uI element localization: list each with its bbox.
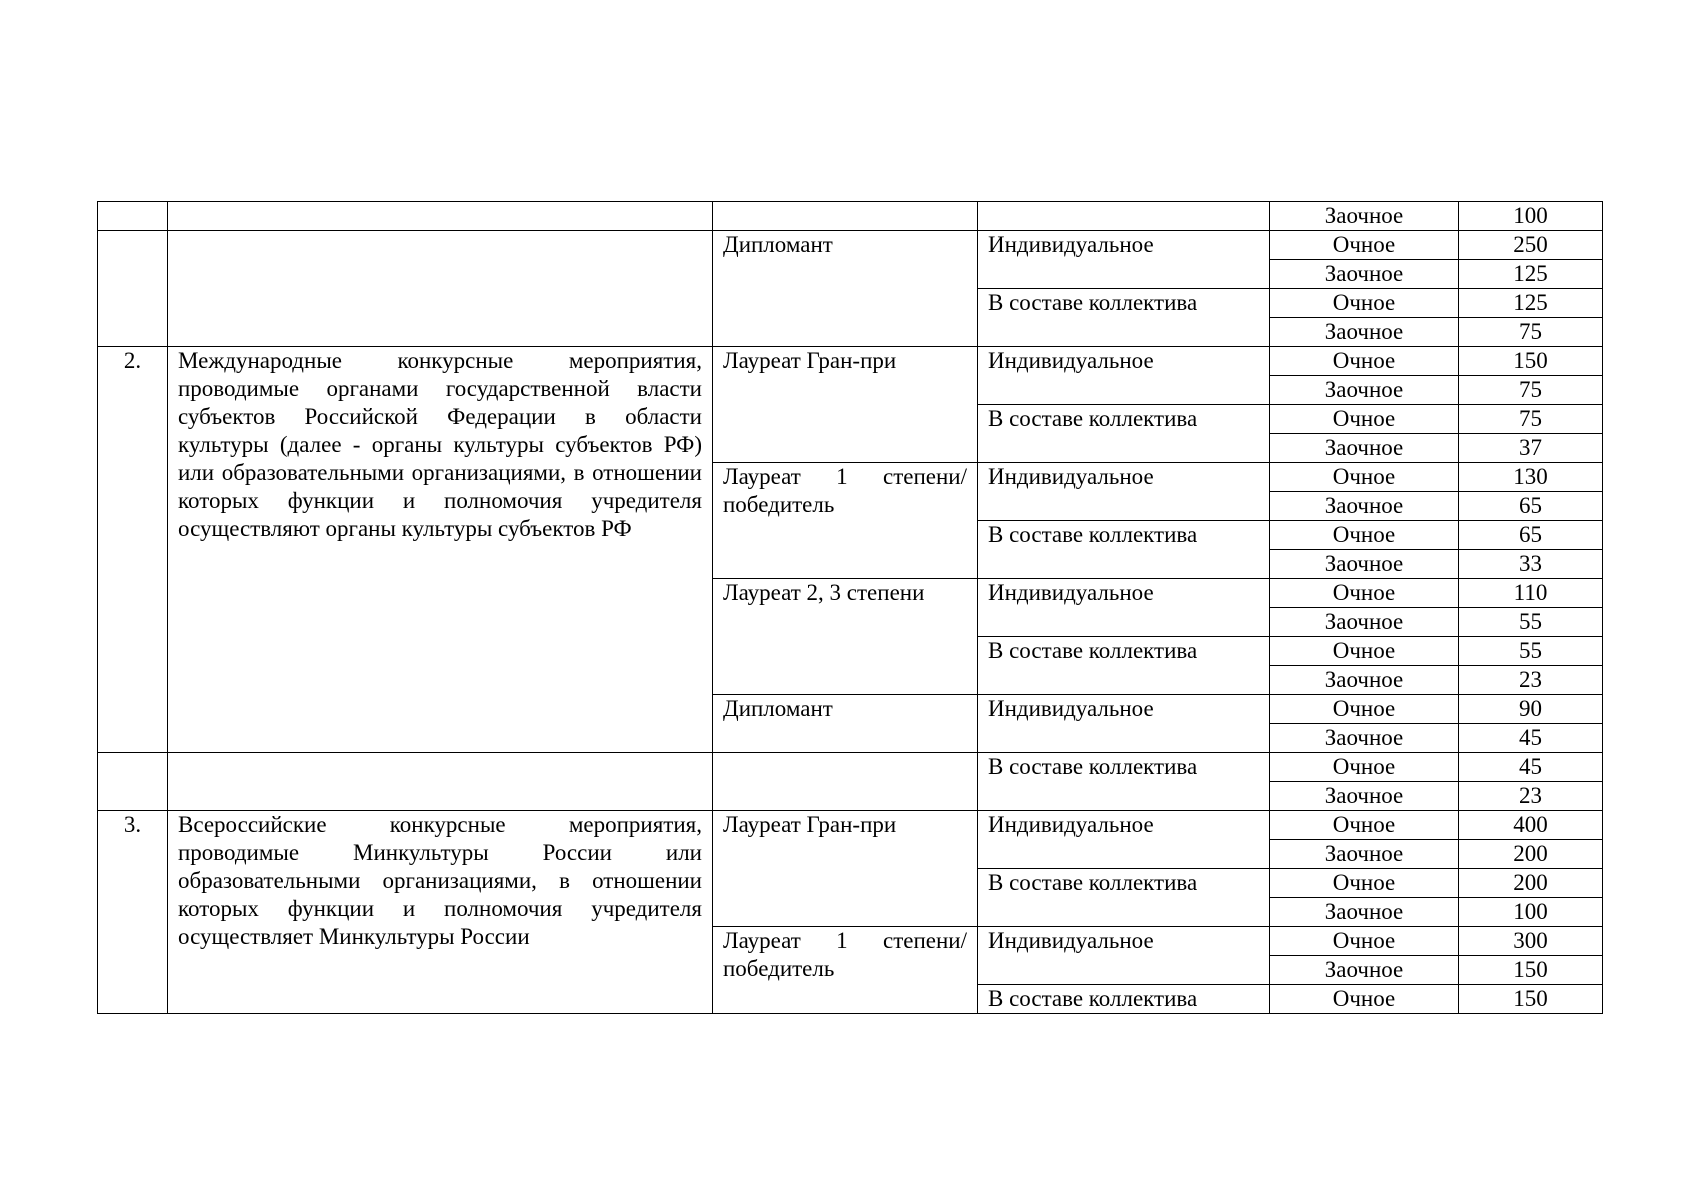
participation-form: Заочное (1270, 956, 1459, 985)
participation-category: В составе коллектива (978, 637, 1270, 695)
payment-value: 200 (1459, 869, 1603, 898)
table-row (98, 347, 1603, 376)
award-status: Лауреат 1 степени/ победитель (713, 927, 978, 1014)
participation-form: Заочное (1270, 434, 1459, 463)
participation-form: Очное (1270, 869, 1459, 898)
participation-form: Очное (1270, 811, 1459, 840)
table-row (98, 231, 1603, 260)
participation-category: В составе коллектива (978, 521, 1270, 579)
payment-value: 125 (1459, 260, 1603, 289)
payment-value: 150 (1459, 985, 1603, 1014)
participation-category: В составе коллектива (978, 869, 1270, 927)
participation-form: Заочное (1270, 840, 1459, 869)
participation-form: Очное (1270, 695, 1459, 724)
award-status: Дипломант (713, 231, 978, 347)
participation-form: Заочное (1270, 550, 1459, 579)
participation-form: Заочное (1270, 492, 1459, 521)
participation-category: Индивидуальное (978, 347, 1270, 405)
participation-form: Очное (1270, 579, 1459, 608)
participation-form: Заочное (1270, 898, 1459, 927)
payment-value: 65 (1459, 521, 1603, 550)
table-body (98, 202, 1603, 1014)
payment-value: 90 (1459, 695, 1603, 724)
participation-category: В составе коллектива (978, 753, 1270, 811)
payment-value: 75 (1459, 376, 1603, 405)
table-row (98, 811, 1603, 840)
payment-value: 23 (1459, 666, 1603, 695)
payment-value: 33 (1459, 550, 1603, 579)
participation-category: Индивидуальное (978, 695, 1270, 753)
participation-form: Очное (1270, 231, 1459, 260)
participation-form: Заочное (1270, 318, 1459, 347)
participation-form: Заочное (1270, 260, 1459, 289)
payment-value: 100 (1459, 202, 1603, 231)
participation-form: Очное (1270, 521, 1459, 550)
payment-value: 45 (1459, 753, 1603, 782)
empty-cell (168, 231, 713, 347)
empty-cell (713, 202, 978, 231)
participation-form: Заочное (1270, 608, 1459, 637)
participation-form: Очное (1270, 985, 1459, 1014)
participation-category: Индивидуальное (978, 927, 1270, 985)
payment-value: 125 (1459, 289, 1603, 318)
participation-category: Индивидуальное (978, 811, 1270, 869)
empty-cell (978, 202, 1270, 231)
event-description: Всероссийские конкурсные мероприятия, проводимые Минкультуры России или образовательными организациями, в отношении которых функции и полномочия учредителя осуществляет Минкультуры России (168, 811, 713, 1014)
participation-category: В составе коллектива (978, 985, 1270, 1014)
rates-table (97, 201, 1603, 1014)
table-row (98, 753, 1603, 782)
payment-value: 65 (1459, 492, 1603, 521)
payment-value: 200 (1459, 840, 1603, 869)
empty-cell (168, 202, 713, 231)
participation-form: Заочное (1270, 782, 1459, 811)
participation-category: В составе коллектива (978, 289, 1270, 347)
participation-form: Очное (1270, 753, 1459, 782)
participation-form: Заочное (1270, 724, 1459, 753)
participation-form: Очное (1270, 405, 1459, 434)
empty-cell (98, 231, 168, 347)
participation-form: Очное (1270, 637, 1459, 666)
payment-value: 45 (1459, 724, 1603, 753)
row-number: 3. (98, 811, 168, 1014)
payment-value: 37 (1459, 434, 1603, 463)
participation-category: Индивидуальное (978, 463, 1270, 521)
award-status: Лауреат Гран-при (713, 347, 978, 463)
award-status: Лауреат 2, 3 степени (713, 579, 978, 695)
participation-form: Заочное (1270, 376, 1459, 405)
participation-category: Индивидуальное (978, 579, 1270, 637)
payment-value: 130 (1459, 463, 1603, 492)
participation-form: Заочное (1270, 666, 1459, 695)
participation-form: Заочное (1270, 202, 1459, 231)
participation-category: В составе коллектива (978, 405, 1270, 463)
payment-value: 150 (1459, 347, 1603, 376)
table-row (98, 202, 1603, 231)
payment-value: 400 (1459, 811, 1603, 840)
payment-value: 110 (1459, 579, 1603, 608)
payment-value: 55 (1459, 608, 1603, 637)
payment-value: 75 (1459, 405, 1603, 434)
payment-value: 250 (1459, 231, 1603, 260)
empty-cell (98, 202, 168, 231)
participation-form: Очное (1270, 927, 1459, 956)
payment-value: 75 (1459, 318, 1603, 347)
payment-value: 55 (1459, 637, 1603, 666)
participation-form: Очное (1270, 463, 1459, 492)
payment-value: 23 (1459, 782, 1603, 811)
participation-form: Очное (1270, 289, 1459, 318)
participation-category: Индивидуальное (978, 231, 1270, 289)
award-status: Лауреат Гран-при (713, 811, 978, 927)
empty-cell (98, 753, 168, 811)
event-description: Международные конкурсные мероприятия, проводимые органами государственной власти субъектов Российской Федерации в области культуры (далее - органы культуры субъектов РФ) или образовательными организациями, в отношении которых функции и полномочия учредителя осуществляют органы культуры субъектов РФ (168, 347, 713, 753)
row-number: 2. (98, 347, 168, 753)
award-status: Лауреат 1 степени/ победитель (713, 463, 978, 579)
payment-value: 300 (1459, 927, 1603, 956)
empty-cell (713, 753, 978, 811)
payment-value: 150 (1459, 956, 1603, 985)
empty-cell (168, 753, 713, 811)
award-status: Дипломант (713, 695, 978, 753)
payment-value: 100 (1459, 898, 1603, 927)
participation-form: Очное (1270, 347, 1459, 376)
